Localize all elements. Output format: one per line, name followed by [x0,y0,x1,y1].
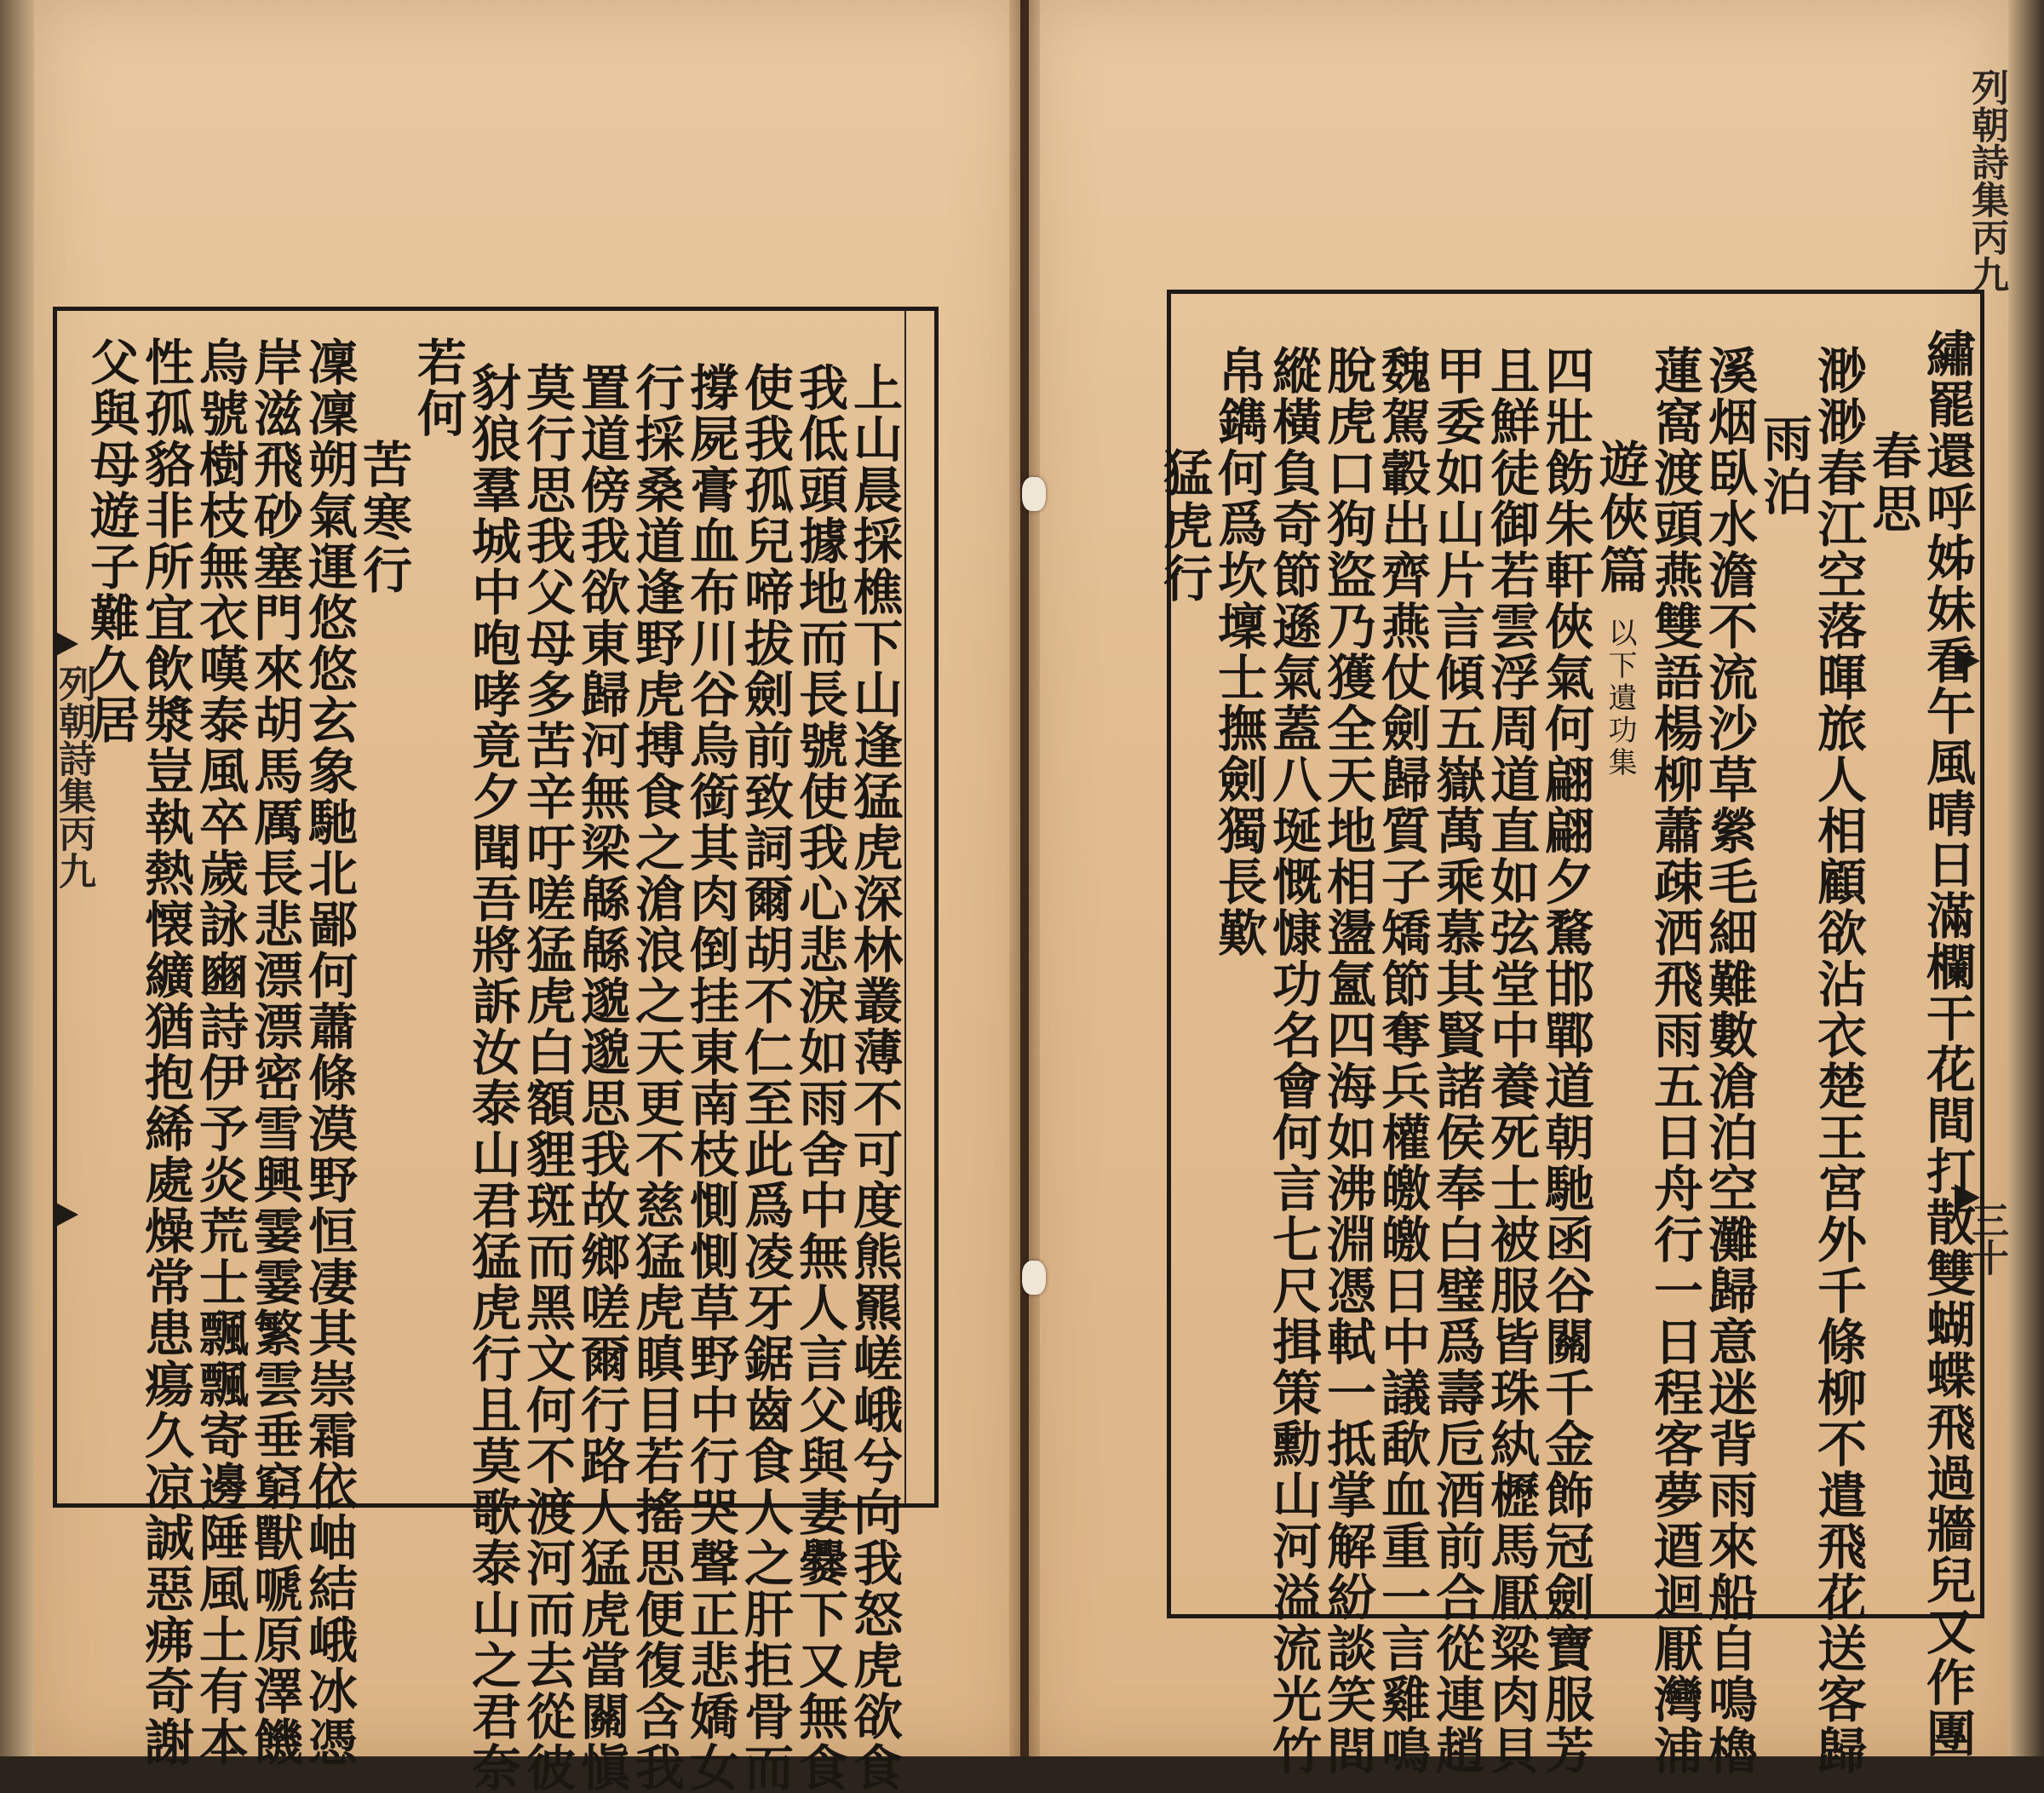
left-column-14: 性孤貉非所宜飲漿豈執熱懐纊猶抱絺處燥常患瘍久凉誠惡疿奇謝 [136,336,194,1767]
left-column-1: 上山晨採樵下山逢猛虎深林叢薄不可度熊羆嵯峨兮向我怒虎欲食 [845,362,903,1793]
left-column-7: 莫行思我父母多苦辛吁嗟猛虎白額貍斑而黑文何不渡河而去從彼 [518,362,576,1793]
left-column-2: 我低頭據地而長號使我心悲淚如雨舍中無人言父與妻爨下又無食 [790,362,848,1793]
right-text-frame [1155,290,1984,1776]
right-column-13: 脫虎口狗盜乃獲全天地相盪氳四海如沸淵憑軾一抵掌解紛談笑間 [1318,345,1376,1776]
left-text-frame [53,307,939,1793]
left-poem-title: 苦寒行 [354,439,412,597]
left-column-5: 行採桑道逢野虎搏食之滄浪之天更不慈猛虎瞋目若搖思便復含我 [627,362,685,1793]
left-column-6: 置道傍我欲東歸河無梁緜緜邈邈思我故鄉嗟爾行路人猛虎當關愼 [572,362,630,1793]
right-column-12: 魏駕轂出齊燕仗劍歸質子矯節奪兵權皦皦日中議歃血重一言雞鳴 [1373,345,1431,1776]
right-column-15: 帛鐫何爲坎壈士撫劍獨長歎 [1209,345,1267,958]
right-poem-title-chunsi: 春思 [1863,430,1921,536]
left-column-9: 若何 [409,336,467,439]
right-column-9: 四壯飭朱軒俠氣何翩翩夕騖邯鄲道朝馳函谷關千金飾冠劍寶服芳 [1536,345,1594,1776]
binding-thread-top [1022,477,1046,511]
left-column-12: 岸滋飛砂塞門來胡馬厲長悲漂漂密雪興霎霎繁雲垂窮獸嗁原澤饑 [245,336,303,1767]
right-poem-title-yubo: 雨泊 [1754,413,1812,519]
right-column-6: 蓮窩渡頭燕雙語楊柳蕭疎洒飛雨五日舟行一日程客夢逎迴厭灣浦 [1645,345,1703,1776]
right-column-5: 溪烟臥水澹不流沙草縈毛細難數滄泊空灘歸意迷背雨來船自鳴櫓 [1700,345,1758,1776]
binding-thread-bottom [1022,1261,1046,1295]
right-note-yigongji: 以下遺功集 [1603,618,1637,779]
left-column-4: 撐屍膏血布川谷烏銜其肉倒挂東南枝惻惻草野中行哭聲正悲嬌女 [681,362,739,1793]
book-edge-right [2008,0,2044,1756]
right-column-11: 甲委如山片言傾五嶽萬乘慕其賢諸侯奉白璧爲壽卮酒前合從連趙 [1427,345,1485,1776]
left-frame-inner-rule [904,311,906,1503]
right-margin-label: 列朝詩集丙九 [1965,68,2008,293]
book-gutter [1009,0,1040,1756]
right-column-3: 渺渺春江空落暉旅人相顧欲沾衣楚王宮外千條柳不遣飛花送客歸 [1809,345,1867,1776]
right-poem-title-youxia: 遊俠篇 [1591,439,1649,597]
right-column-1: 繡罷還呼姊妹看午風晴日滿欄干花間打散雙蝴蝶飛過牆兒又作團 [1918,328,1976,1759]
left-column-15: 父與母遊子難久居 [82,336,140,745]
left-margin-label: 列朝詩集丙九 [52,664,95,889]
right-poem-title-menghu: 猛虎行 [1155,447,1213,606]
right-folio-number: 三十 [1965,1201,2008,1276]
left-column-3: 使我孤兒啼拔劍前致詞爾胡不仁至此爲凌牙鋸齒食人之肝拒骨而 [736,362,794,1793]
book-edge-left [0,0,34,1756]
right-column-14: 縱橫負奇節遜氣蓋八埏慨慷功名會何言七尺揖策勳山河溢流光竹 [1264,345,1322,1776]
left-column-11: 凜凜朔氣運悠悠玄象馳北鄙何蕭條漠野恒凄其崇霜依岫結峨冰憑 [300,336,358,1767]
right-column-10: 且鮮徒御若雲浮周道直如弦堂中養死士被服皆珠紈櫪馬厭粱肉貝 [1482,345,1540,1776]
left-column-13: 烏號樹枝無衣嘆泰風卒歲詠豳詩伊予炎荒士飄飄寄邊陲風土有本 [191,336,249,1767]
left-column-8: 豺狼羣城中咆哮竟夕聞吾將訴汝泰山君猛虎行且莫歌泰山之君奈 [463,362,521,1793]
